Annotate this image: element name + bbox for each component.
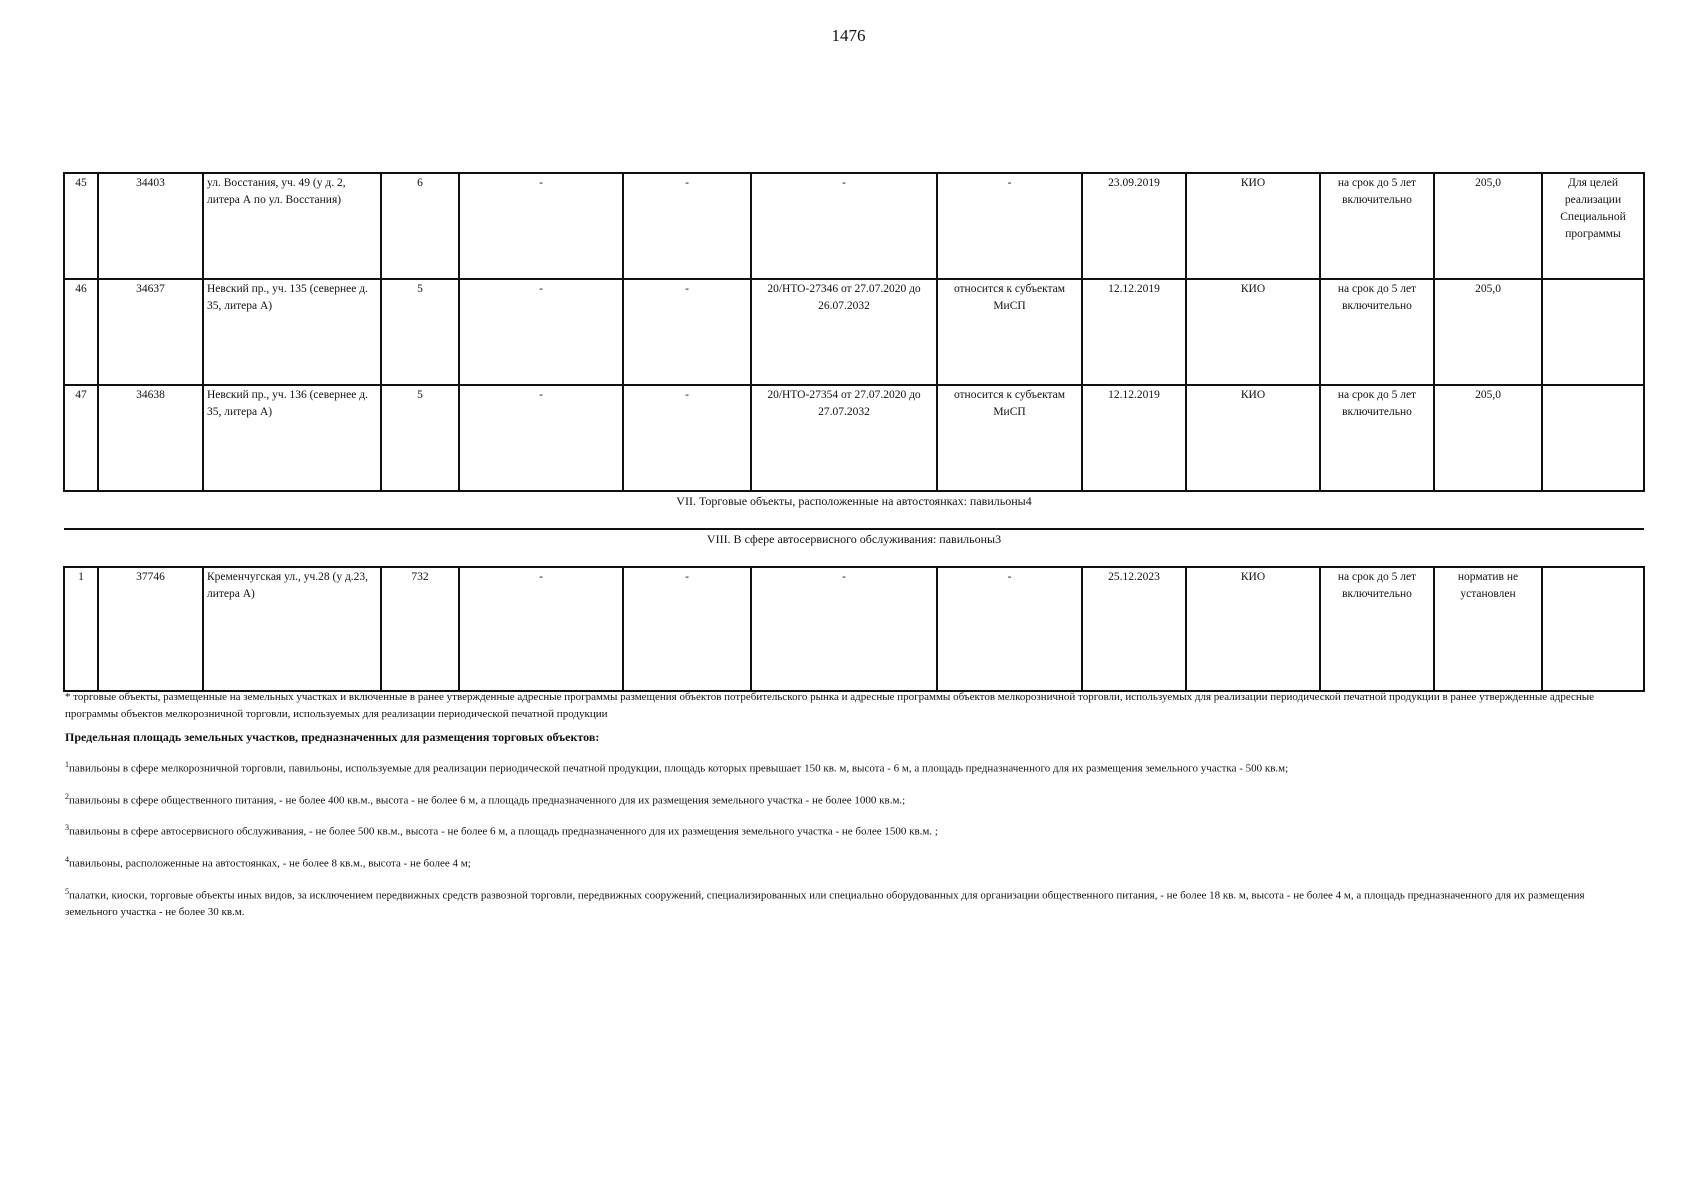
cell-org: КИО bbox=[1186, 385, 1320, 491]
cell-contract: 20/НТО-27346 от 27.07.2020 до 26.07.2032 bbox=[751, 279, 937, 385]
cell-term: на срок до 5 лет включительно bbox=[1320, 279, 1434, 385]
section-title-viii: VIII. В сфере автосервисного обслуживания: павильоны3 bbox=[64, 529, 1644, 567]
cell-address: Невский пр., уч. 135 (севернее д. 35, литера А) bbox=[203, 279, 381, 385]
footnote-item bbox=[65, 819, 1625, 841]
cell-num: 45 bbox=[64, 173, 98, 279]
cell-date: 25.12.2023 bbox=[1082, 567, 1186, 691]
cell-term: на срок до 5 лет включительно bbox=[1320, 385, 1434, 491]
cell-contract: - bbox=[751, 173, 937, 279]
cell-code: 34403 bbox=[98, 173, 203, 279]
footnote-item bbox=[65, 788, 1625, 810]
cell-note: Для целей реализации Специальной программы bbox=[1542, 173, 1644, 279]
cell-type: 732 bbox=[381, 567, 459, 691]
footnote-text: павильоны, расположенные на автостоянках, - не более 8 кв.м., высота - не более 4 м; bbox=[69, 857, 471, 870]
cell-term: на срок до 5 лет включительно bbox=[1320, 567, 1434, 691]
table-row bbox=[64, 279, 1644, 385]
footnote-text: павильоны в сфере общественного питания, - не более 400 кв.м., высота - не более 6 м, а площадь предназначенного для их размещения земельного участка - не более 1000 кв.м.; bbox=[69, 794, 906, 807]
cell-type: 6 bbox=[381, 173, 459, 279]
table-row bbox=[64, 173, 1644, 279]
cell-type: 5 bbox=[381, 385, 459, 491]
cell-note bbox=[1542, 385, 1644, 491]
footnotes-heading: Предельная площадь земельных участков, предназначенных для размещения торговых объектов: bbox=[65, 730, 600, 744]
footnote-text: павильоны в сфере автосервисного обслуживания, - не более 500 кв.м., высота - не более 6 м, а площадь предназначенного для их размещения земельного участка - не более 1500 кв.м. ; bbox=[69, 825, 938, 838]
cell-code: 34638 bbox=[98, 385, 203, 491]
cell-note bbox=[1542, 279, 1644, 385]
cell-contract: - bbox=[751, 567, 937, 691]
cell-area: 205,0 bbox=[1434, 385, 1542, 491]
footnote-item bbox=[65, 883, 1625, 922]
section-header-row bbox=[64, 529, 1644, 567]
cell-msp: - bbox=[937, 173, 1082, 279]
page-number: 1476 bbox=[831, 26, 866, 45]
footnote-general: * торговые объекты, размещенные на земельных участках и включенные в ранее утвержденные адресные программы размещения объектов потребительского рынка и адресные программы объектов мелкорозничной торговли, используемых для реализации периодической печатной продукции в ранее утвержденные адресные программы объектов мелкорозничной торговли, используемых для реализации периодической печатной продукции bbox=[65, 691, 1595, 720]
footnote-text: палатки, киоски, торговые объекты иных видов, за исключением передвижных средств развозной торговли, передвижных сооружений, специализированных или специально оборудованных для организации общественного питания, - не более 18 кв. м, высота - не более 4 м, а площадь предназначенного для их размещения земельного участка - не более 30 кв.м. bbox=[65, 889, 1585, 919]
cell-msp: - bbox=[937, 567, 1082, 691]
footnote-mark: 1 bbox=[65, 760, 69, 769]
footnotes bbox=[65, 689, 1625, 931]
cell-msp: относится к субъектам МиСП bbox=[937, 279, 1082, 385]
table-row bbox=[64, 567, 1644, 691]
footnote-mark: 2 bbox=[65, 791, 69, 801]
cell-col5: - bbox=[459, 567, 623, 691]
cell-org: КИО bbox=[1186, 279, 1320, 385]
cell-num: 47 bbox=[64, 385, 98, 491]
footnote-mark: 4 bbox=[65, 854, 69, 864]
cell-col5: - bbox=[459, 279, 623, 385]
cell-address: Кременчугская ул., уч.28 (у д.23, литера А) bbox=[203, 567, 381, 691]
footnote-item bbox=[65, 851, 1625, 873]
cell-term: на срок до 5 лет включительно bbox=[1320, 173, 1434, 279]
footnote-mark: 5 bbox=[65, 886, 69, 896]
cell-col6: - bbox=[623, 567, 751, 691]
footnote-text: павильоны в сфере мелкорозничной торговли, павильоны, используемые для реализации периодической печатной продукции, площадь которых превышает 150 кв. м, высота - 6 м, а площадь предназначенного для их размещения земельного участка - 500 кв.м; bbox=[69, 762, 1289, 775]
section-title-vii: VII. Торговые объекты, расположенные на автостоянках: павильоны4 bbox=[64, 491, 1644, 529]
registry-table bbox=[63, 172, 1645, 692]
cell-num: 1 bbox=[64, 567, 98, 691]
cell-code: 37746 bbox=[98, 567, 203, 691]
cell-msp: относится к субъектам МиСП bbox=[937, 385, 1082, 491]
cell-date: 12.12.2019 bbox=[1082, 385, 1186, 491]
cell-type: 5 bbox=[381, 279, 459, 385]
cell-code: 34637 bbox=[98, 279, 203, 385]
cell-address: ул. Восстания, уч. 49 (у д. 2, литера А по ул. Восстания) bbox=[203, 173, 381, 279]
cell-org: КИО bbox=[1186, 173, 1320, 279]
cell-address: Невский пр., уч. 136 (севернее д. 35, литера А) bbox=[203, 385, 381, 491]
table-row bbox=[64, 385, 1644, 491]
section-header-row bbox=[64, 491, 1644, 529]
cell-area: норматив не установлен bbox=[1434, 567, 1542, 691]
cell-date: 23.09.2019 bbox=[1082, 173, 1186, 279]
cell-contract: 20/НТО-27354 от 27.07.2020 до 27.07.2032 bbox=[751, 385, 937, 491]
cell-note bbox=[1542, 567, 1644, 691]
cell-col5: - bbox=[459, 385, 623, 491]
cell-col6: - bbox=[623, 173, 751, 279]
cell-col6: - bbox=[623, 279, 751, 385]
footnote-mark: 3 bbox=[65, 823, 69, 833]
cell-col5: - bbox=[459, 173, 623, 279]
footnote-item bbox=[65, 756, 1625, 778]
cell-col6: - bbox=[623, 385, 751, 491]
cell-area: 205,0 bbox=[1434, 173, 1542, 279]
cell-date: 12.12.2019 bbox=[1082, 279, 1186, 385]
cell-area: 205,0 bbox=[1434, 279, 1542, 385]
cell-num: 46 bbox=[64, 279, 98, 385]
cell-org: КИО bbox=[1186, 567, 1320, 691]
